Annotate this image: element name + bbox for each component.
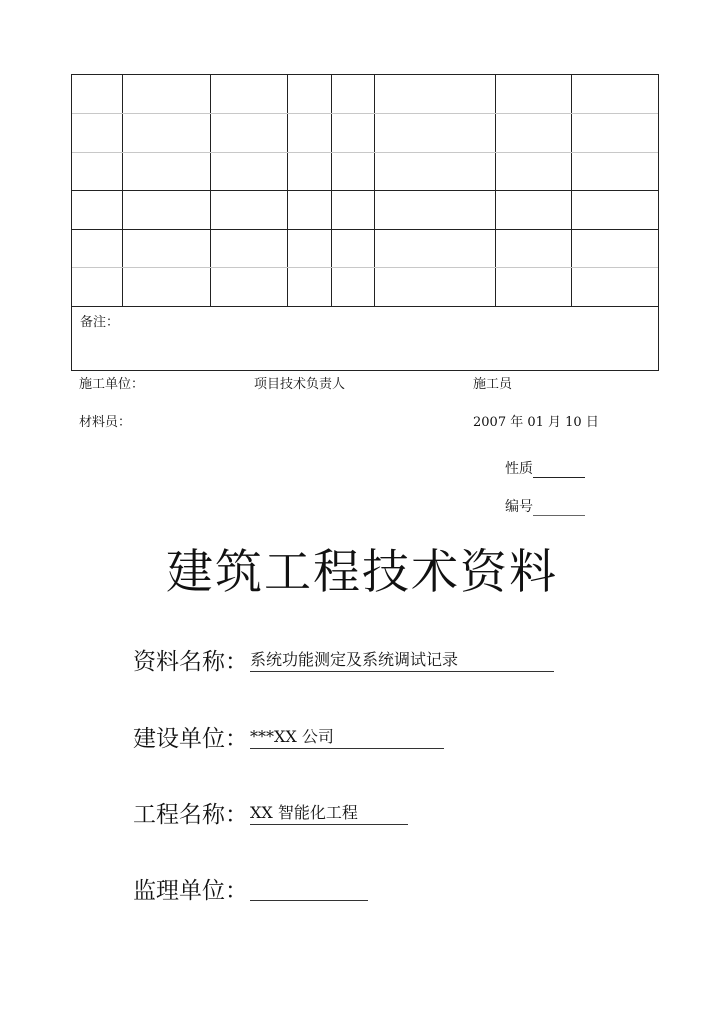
number-blank — [533, 501, 585, 516]
field-value — [250, 879, 368, 901]
constructor-label: 施工员 — [473, 377, 513, 392]
field-supervision-unit — [133, 872, 368, 905]
field-project-name — [133, 796, 408, 829]
record-table — [71, 74, 659, 371]
field-value: 系统功能测定及系统调试记录 — [250, 650, 554, 672]
field-label: 资料名称： — [133, 649, 248, 675]
table-row-divider — [72, 267, 658, 268]
record-date: 2007 年 01 月 10 日 — [473, 415, 599, 430]
table-row-divider — [72, 190, 658, 191]
nature-label: 性质 — [505, 461, 533, 477]
field-label: 工程名称： — [133, 802, 248, 828]
field-owner-unit — [133, 720, 444, 753]
field-label: 建设单位： — [133, 726, 248, 752]
table-row-divider — [72, 229, 658, 230]
number-tag — [505, 496, 585, 516]
project-tech-lead-label: 项目技术负责人 — [254, 377, 346, 392]
nature-blank — [533, 463, 585, 478]
remark-label: 备注： — [80, 315, 120, 330]
material-clerk-label: 材料员： — [79, 415, 132, 430]
table-row-divider — [72, 152, 658, 153]
construction-unit-label: 施工单位： — [79, 377, 145, 392]
field-document-name — [133, 643, 554, 676]
page-title: 建筑工程技术资料 — [166, 545, 558, 600]
number-label: 编号 — [505, 499, 533, 515]
table-row-divider — [72, 306, 658, 307]
table-row-divider — [72, 113, 658, 114]
field-value: XX 智能化工程 — [250, 803, 408, 825]
field-label: 监理单位： — [133, 878, 248, 904]
nature-tag — [505, 458, 585, 478]
field-value: ***XX 公司 — [250, 727, 444, 749]
